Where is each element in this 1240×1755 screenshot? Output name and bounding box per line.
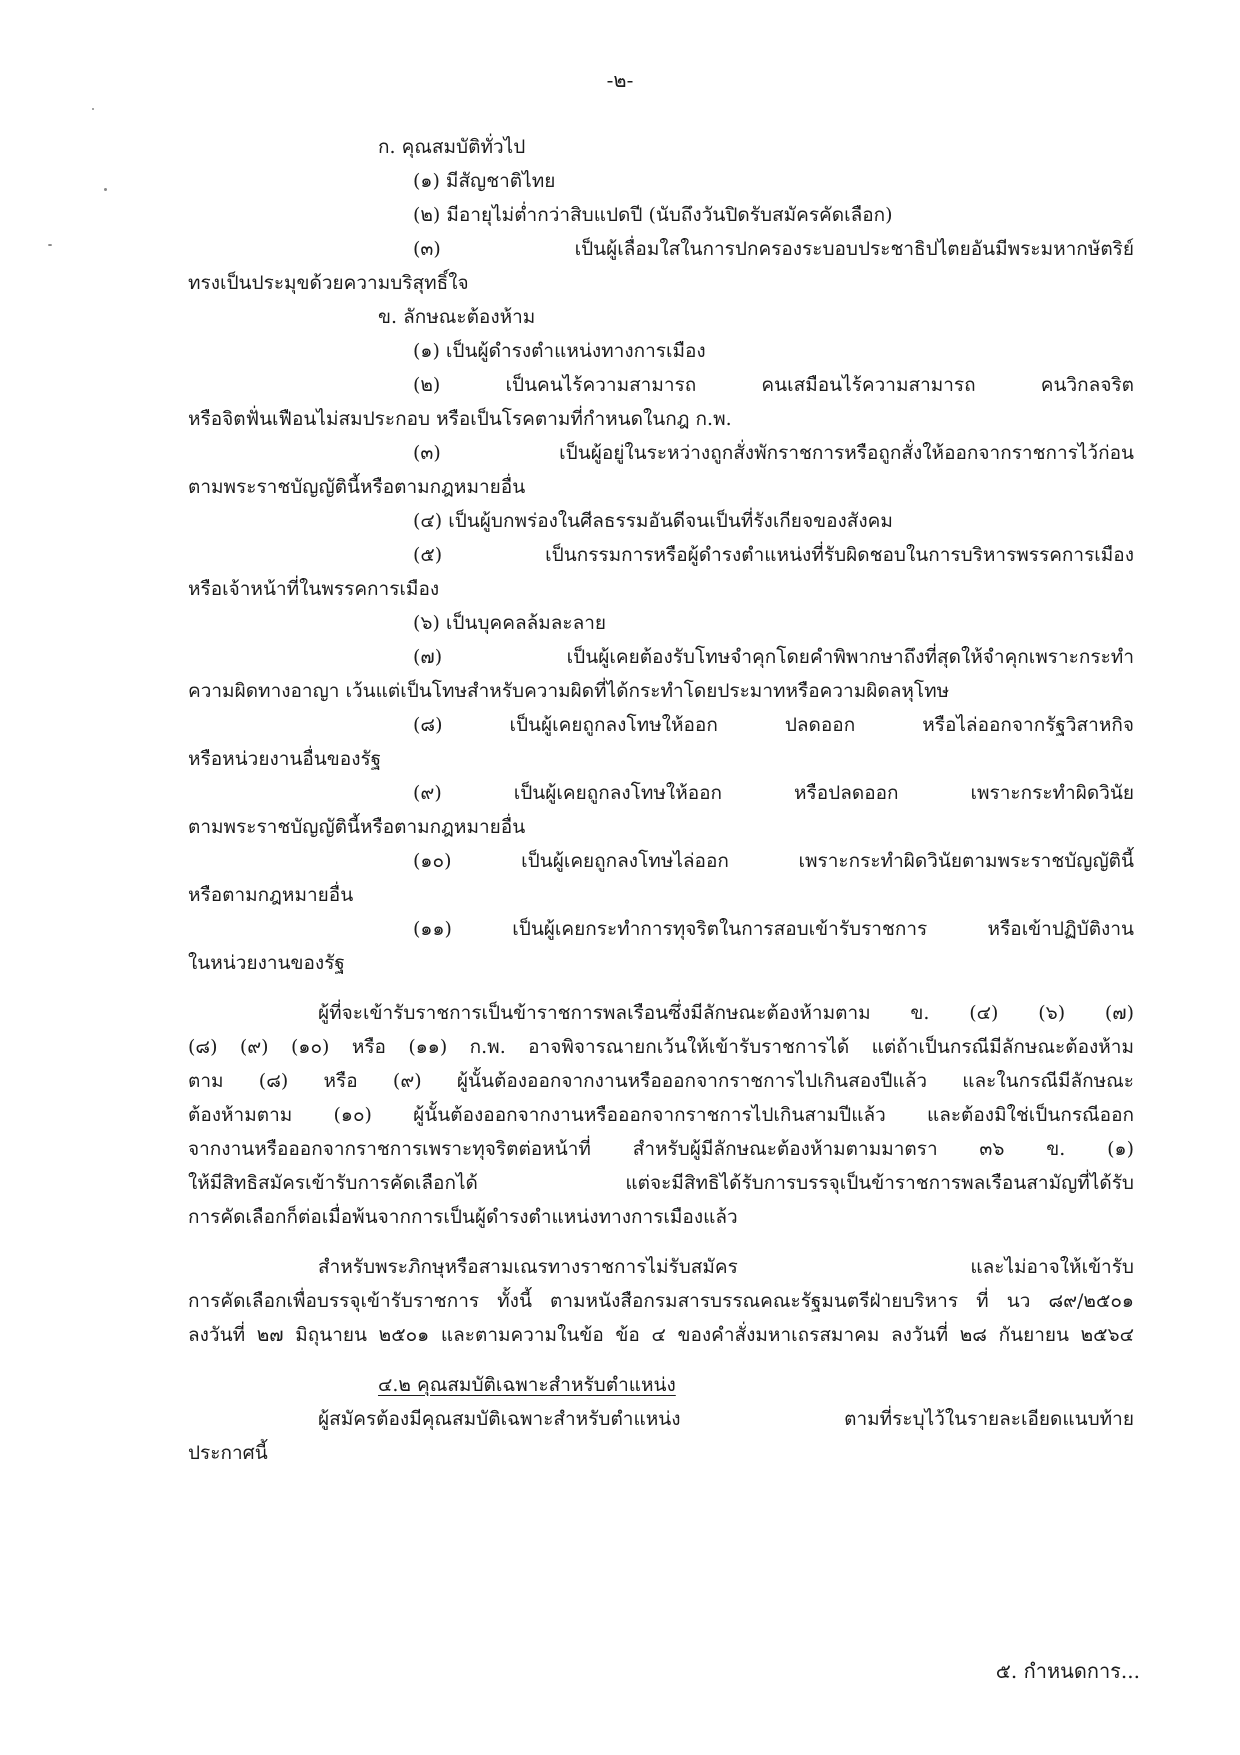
text-line: ต้องห้ามตาม (๑๐) ผู้นั้นต้องออกจากงานหรือออกจากราชการไปเกินสามปีแล้ว และต้องมิใช่เป็นกรณีออก <box>188 1104 1134 1126</box>
text-line: ทรงเป็นประมุขด้วยความบริสุทธิ์ใจ <box>188 272 469 294</box>
text-line: (๕) เป็นกรรมการหรือผู้ดำรงตำแหน่งที่รับผิดชอบในการบริหารพรรคการเมือง <box>413 544 1134 566</box>
section-heading: ๔.๒ คุณสมบัติเฉพาะสำหรับตำแหน่ง <box>378 1374 676 1396</box>
scan-speck <box>104 188 107 191</box>
text-line: ตามพระราชบัญญัตินี้หรือตามกฎหมายอื่น <box>188 816 526 838</box>
text-line: (๑๑) เป็นผู้เคยกระทำการทุจริตในการสอบเข้ารับราชการ หรือเข้าปฏิบัติงาน <box>413 918 1134 940</box>
text-line: หรือเจ้าหน้าที่ในพรรคการเมือง <box>188 578 440 600</box>
text-line: (๑๐) เป็นผู้เคยถูกลงโทษไล่ออก เพราะกระทำผิดวินัยตามพระราชบัญญัตินี้ <box>413 850 1134 872</box>
text-line: ผู้สมัครต้องมีคุณสมบัติเฉพาะสำหรับตำแหน่ง ตามที่ระบุไว้ในรายละเอียดแนบท้าย <box>318 1408 1134 1430</box>
text-line: หรือจิตฟั่นเฟือนไม่สมประกอบ หรือเป็นโรคตามที่กำหนดในกฎ ก.พ. <box>188 408 732 430</box>
text-line: ประกาศนี้ <box>188 1442 268 1464</box>
paragraph-gap <box>188 980 1134 996</box>
scan-speck <box>48 244 52 246</box>
text-line: ให้มีสิทธิสมัครเข้ารับการคัดเลือกได้ แต่จะมีสิทธิได้รับการบรรจุเป็นข้าราชการพลเรือนสามัญที่ได้รับ <box>188 1172 1134 1194</box>
text-line: ในหน่วยงานของรัฐ <box>188 952 345 974</box>
text-line: (๑) มีสัญชาติไทย <box>413 170 556 192</box>
text-line: (๘) เป็นผู้เคยถูกลงโทษให้ออก ปลดออก หรือไล่ออกจากรัฐวิสาหกิจ <box>413 714 1134 736</box>
text-line: จากงานหรือออกจากราชการเพราะทุจริตต่อหน้าที่ สำหรับผู้มีลักษณะต้องห้ามตามมาตรา ๓๖ ข. (๑) <box>188 1138 1134 1160</box>
text-line: (๓) เป็นผู้เลื่อมใสในการปกครองระบอบประชาธิปไตยอันมีพระมหากษัตริย์ <box>413 238 1134 260</box>
text-line: ตามพระราชบัญญัตินี้หรือตามกฎหมายอื่น <box>188 476 526 498</box>
text-line: (๖) เป็นบุคคลล้มละลาย <box>413 612 607 634</box>
text-line: ก. คุณสมบัติทั่วไป <box>378 136 526 158</box>
text-line: (๘) (๙) (๑๐) หรือ (๑๑) ก.พ. อาจพิจารณายกเว้นให้เข้ารับราชการได้ แต่ถ้าเป็นกรณีมีลักษณะต้องห้าม <box>188 1036 1134 1058</box>
text-line: ความผิดทางอาญา เว้นแต่เป็นโทษสำหรับความผิดที่ได้กระทำโดยประมาทหรือความผิดลหุโทษ <box>188 680 950 702</box>
scan-speck <box>92 108 94 110</box>
text-line: หรือตามกฎหมายอื่น <box>188 884 354 906</box>
text-line: หรือหน่วยงานอื่นของรัฐ <box>188 748 382 770</box>
text-line: (๑) เป็นผู้ดำรงตำแหน่งทางการเมือง <box>413 340 706 362</box>
text-line: ลงวันที่ ๒๗ มิถุนายน ๒๕๐๑ และตามความในข้อ ข้อ ๔ ของคำสั่งมหาเถรสมาคม ลงวันที่ ๒๘ กันยายน ๒๕๖๔ <box>188 1324 1134 1346</box>
text-line: การคัดเลือกก็ต่อเมื่อพ้นจากการเป็นผู้ดำรงตำแหน่งทางการเมืองแล้ว <box>188 1206 738 1228</box>
text-line: (๙) เป็นผู้เคยถูกลงโทษให้ออก หรือปลดออก เพราะกระทำผิดวินัย <box>413 782 1134 804</box>
text-line: (๒) มีอายุไม่ต่ำกว่าสิบแปดปี (นับถึงวันปิดรับสมัครคัดเลือก) <box>413 204 893 226</box>
text-line: สำหรับพระภิกษุหรือสามเณรทางราชการไม่รับสมัคร และไม่อาจให้เข้ารับ <box>318 1256 1134 1278</box>
text-line: (๓) เป็นผู้อยู่ในระหว่างถูกสั่งพักราชการหรือถูกสั่งให้ออกจากราชการไว้ก่อน <box>413 442 1134 464</box>
paragraph-gap <box>188 1352 1134 1368</box>
text-line: (๗) เป็นผู้เคยต้องรับโทษจำคุกโดยคำพิพากษาถึงที่สุดให้จำคุกเพราะกระทำ <box>413 646 1134 668</box>
text-line: การคัดเลือกเพื่อบรรจุเข้ารับราชการ ทั้งนี้ ตามหนังสือกรมสารบรรณคณะรัฐมนตรีฝ่ายบริหาร ที่ นว ๘๙/๒๕๐๑ <box>188 1290 1134 1312</box>
text-line: ผู้ที่จะเข้ารับราชการเป็นข้าราชการพลเรือนซึ่งมีลักษณะต้องห้ามตาม ข. (๔) (๖) (๗) <box>318 1002 1134 1024</box>
text-line: (๒) เป็นคนไร้ความสามารถ คนเสมือนไร้ความสามารถ คนวิกลจริต <box>413 374 1134 396</box>
document-body <box>188 130 1134 1470</box>
text-line: (๔) เป็นผู้บกพร่องในศีลธรรมอันดีจนเป็นที่รังเกียจของสังคม <box>413 510 893 532</box>
text-line: ตาม (๘) หรือ (๙) ผู้นั้นต้องออกจากงานหรือออกจากราชการไปเกินสองปีแล้ว และในกรณีมีลักษณะ <box>188 1070 1134 1092</box>
text-line: ข. ลักษณะต้องห้าม <box>378 306 536 328</box>
continuation-footer: ๕. กำหนดการ... <box>995 1659 1140 1683</box>
page-number: -๒- <box>606 68 634 92</box>
paragraph-gap <box>188 1234 1134 1250</box>
